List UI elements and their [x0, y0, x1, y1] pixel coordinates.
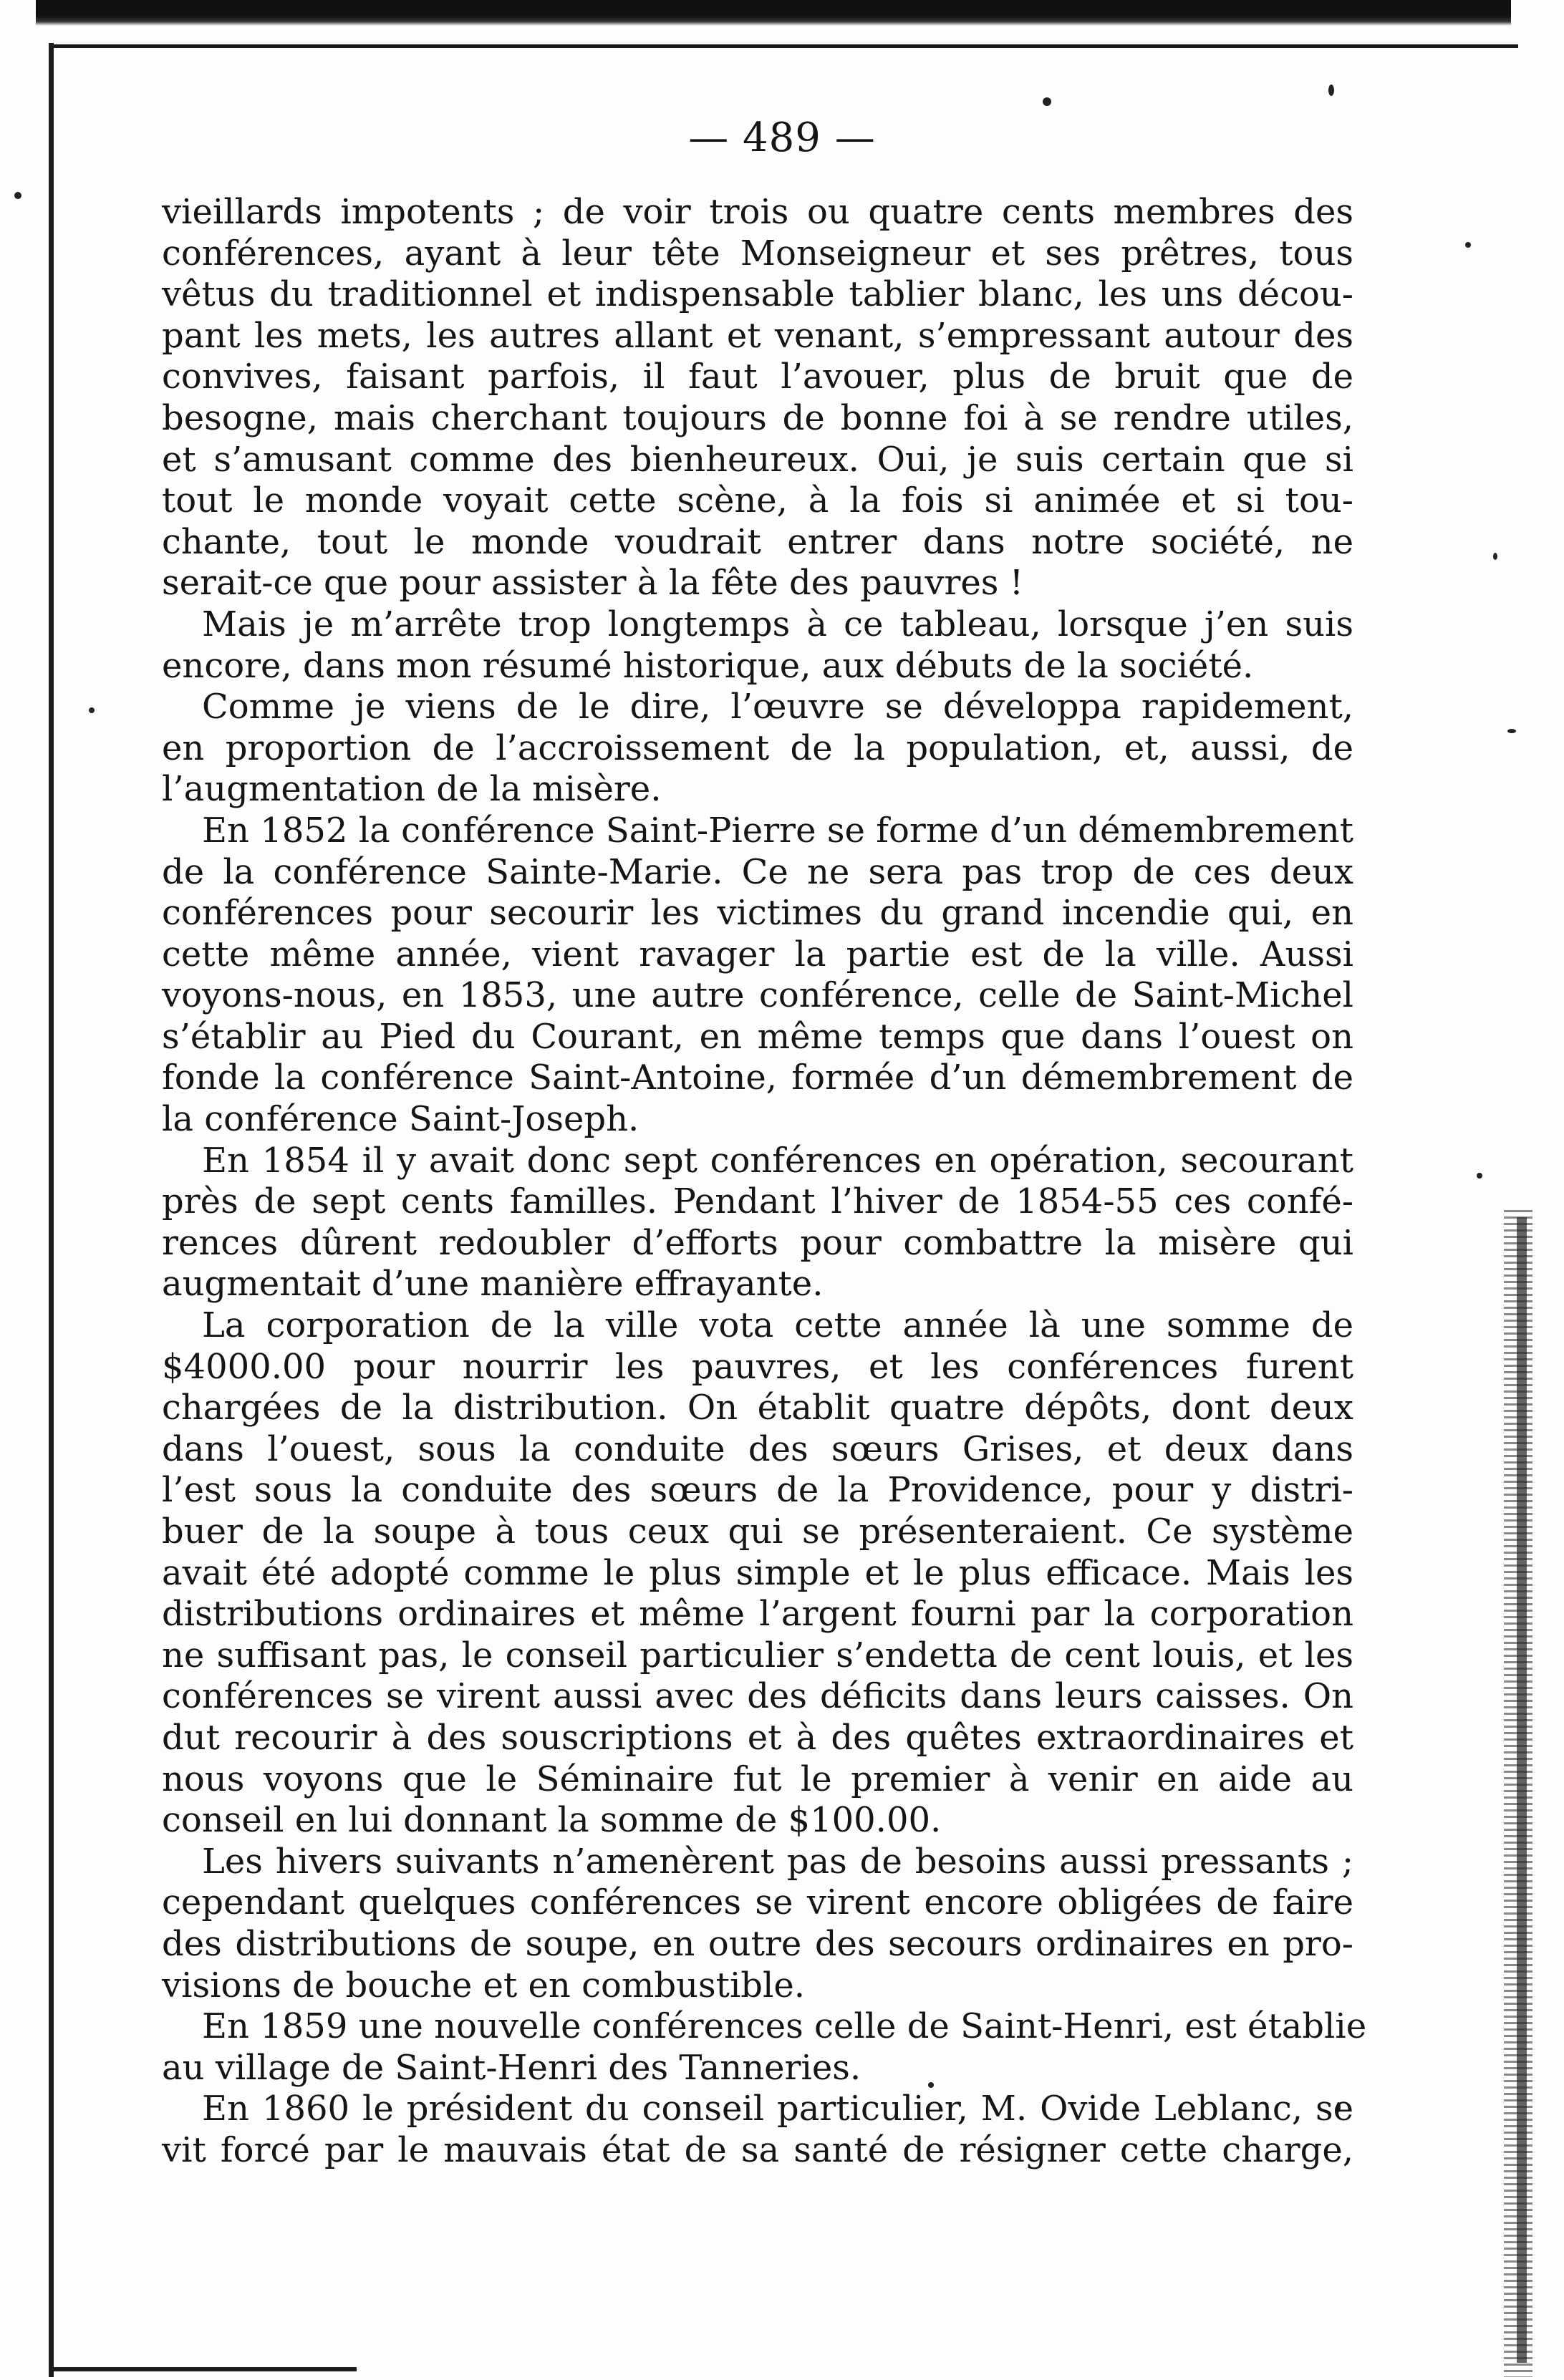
- text-line: rences dûrent redoubler d’efforts pour combattre la misère qui: [162, 1222, 1353, 1263]
- text-line: près de sept cents familles. Pendant l’hiver de 1854-55 ces confé-: [162, 1181, 1353, 1222]
- text-line: nous voyons que le Séminaire fut le premier à venir en aide au: [162, 1759, 1353, 1799]
- text-line: l’est sous la conduite des sœurs de la Providence, pour y distri-: [162, 1470, 1353, 1511]
- scan-speck: [1493, 553, 1497, 560]
- text-line: augmentait d’une manière effrayante.: [162, 1264, 824, 1305]
- scan-speck: [1477, 1173, 1482, 1179]
- text-line: et s’amusant comme des bienheureux. Oui, je suis certain que si: [162, 439, 1353, 480]
- scan-speck: [1043, 97, 1051, 106]
- text-line: fonde la conférence Saint-Antoine, formée d’un démembrement de: [162, 1058, 1353, 1098]
- text-line: des distributions de soupe, en outre des secours ordinaires en pro-: [162, 1923, 1353, 1964]
- scan-speck: [14, 192, 21, 199]
- text-line: l’augmentation de la misère.: [162, 769, 662, 810]
- body-text: [162, 192, 1367, 2172]
- text-line: visions de bouche et en combustible.: [162, 1965, 806, 2006]
- text-line: Les hivers suivants n’amenèrent pas de besoins aussi pressants ;: [202, 1841, 1353, 1882]
- text-line: voyons-nous, en 1853, une autre conférence, celle de Saint-Michel: [162, 975, 1353, 1016]
- scan-speck: [89, 707, 95, 713]
- text-line: En 1860 le président du conseil particulier, M. Ovide Leblanc, se: [202, 2089, 1353, 2129]
- text-line: encore, dans mon résumé historique, aux débuts de la société.: [162, 645, 1254, 686]
- page-frame-left-rule: [49, 43, 54, 2377]
- scan-speck: [1328, 84, 1334, 96]
- scan-top-border: [36, 0, 1511, 26]
- scan-speck: [1507, 729, 1516, 733]
- text-line: cette même année, vient ravager la partie est de la ville. Aussi: [162, 934, 1353, 974]
- text-line: buer de la soupe à tous ceux qui se présenteraient. Ce système: [162, 1511, 1353, 1552]
- text-line: s’établir au Pied du Courant, en même temps que dans l’ouest on: [162, 1016, 1353, 1057]
- text-line: vieillards impotents ; de voir trois ou quatre cents membres des: [162, 192, 1353, 232]
- text-line: dans l’ouest, sous la conduite des sœurs Grises, et deux dans: [162, 1428, 1353, 1469]
- text-line: dut recourir à des souscriptions et à des quêtes extraordinaires et: [162, 1717, 1353, 1758]
- text-line: tout le monde voyait cette scène, à la fois si animée et si tou-: [162, 480, 1353, 521]
- text-line: distributions ordinaires et même l’argent fourni par la corporation: [162, 1594, 1353, 1635]
- text-line: de la conférence Sainte-Marie. Ce ne sera pas trop de ces deux: [162, 851, 1353, 892]
- text-line: conférences se virent aussi avec des déficits dans leurs caisses. On: [162, 1676, 1353, 1717]
- text-line: la conférence Saint-Joseph.: [162, 1099, 639, 1140]
- text-line: conférences, ayant à leur tête Monseigneur et ses prêtres, tous: [162, 233, 1353, 274]
- scan-speck: [1465, 242, 1471, 248]
- text-line: La corporation de la ville vota cette année là une somme de: [202, 1305, 1353, 1346]
- text-line: chargées de la distribution. On établit quatre dépôts, dont deux: [162, 1388, 1353, 1428]
- page-frame-top-rule: [50, 44, 1518, 48]
- text-line: Mais je m’arrête trop longtemps à ce tableau, lorsque j’en suis: [202, 604, 1353, 644]
- text-line: conférences pour secourir les victimes du grand incendie qui, en: [162, 893, 1353, 934]
- text-line: vêtus du traditionnel et indispensable tablier blanc, les uns décou-: [162, 274, 1353, 315]
- text-line: conseil en lui donnant la somme de $100.00.: [162, 1800, 942, 1841]
- page-number: — 489 —: [688, 115, 876, 161]
- text-line: au village de Saint-Henri des Tanneries.: [162, 2047, 861, 2088]
- text-line: Comme je viens de le dire, l’œuvre se développa rapidement,: [202, 687, 1353, 727]
- text-line: ne suffisant pas, le conseil particulier s’endetta de cent louis, et les: [162, 1635, 1353, 1675]
- text-line: $4000.00 pour nourrir les pauvres, et les conférences furent: [162, 1346, 1353, 1387]
- text-line: avait été adopté comme le plus simple et le plus efficace. Mais les: [162, 1552, 1353, 1593]
- text-line: cependant quelques conférences se virent encore obligées de faire: [162, 1882, 1353, 1923]
- text-line: chante, tout le monde voudrait entrer dans notre société, ne: [162, 521, 1353, 562]
- text-line: besogne, mais cherchant toujours de bonne foi à se rendre utiles,: [162, 397, 1353, 438]
- text-line: pant les mets, les autres allant et venant, s’empressant autour des: [162, 315, 1353, 356]
- text-line: vit forcé par le mauvais état de sa santé de résigner cette charge,: [162, 2129, 1353, 2170]
- text-line: En 1852 la conférence Saint-Pierre se forme d’un démembrement: [202, 810, 1353, 851]
- text-line: En 1854 il y avait donc sept conférences en opération, secourant: [202, 1140, 1353, 1181]
- text-line: serait-ce que pour assister à la fête des pauvres !: [162, 563, 1023, 604]
- text-line: convives, faisant parfois, il faut l’avouer, plus de bruit que de: [162, 357, 1353, 397]
- text-line: En 1859 une nouvelle conférences celle de Saint-Henri, est établie: [202, 2006, 1367, 2047]
- scan-right-edge-shadow: [1517, 1217, 1527, 2363]
- text-line: en proportion de l’accroissement de la population, et, aussi, de: [162, 727, 1353, 768]
- page-frame-bottom-rule: [49, 2367, 357, 2371]
